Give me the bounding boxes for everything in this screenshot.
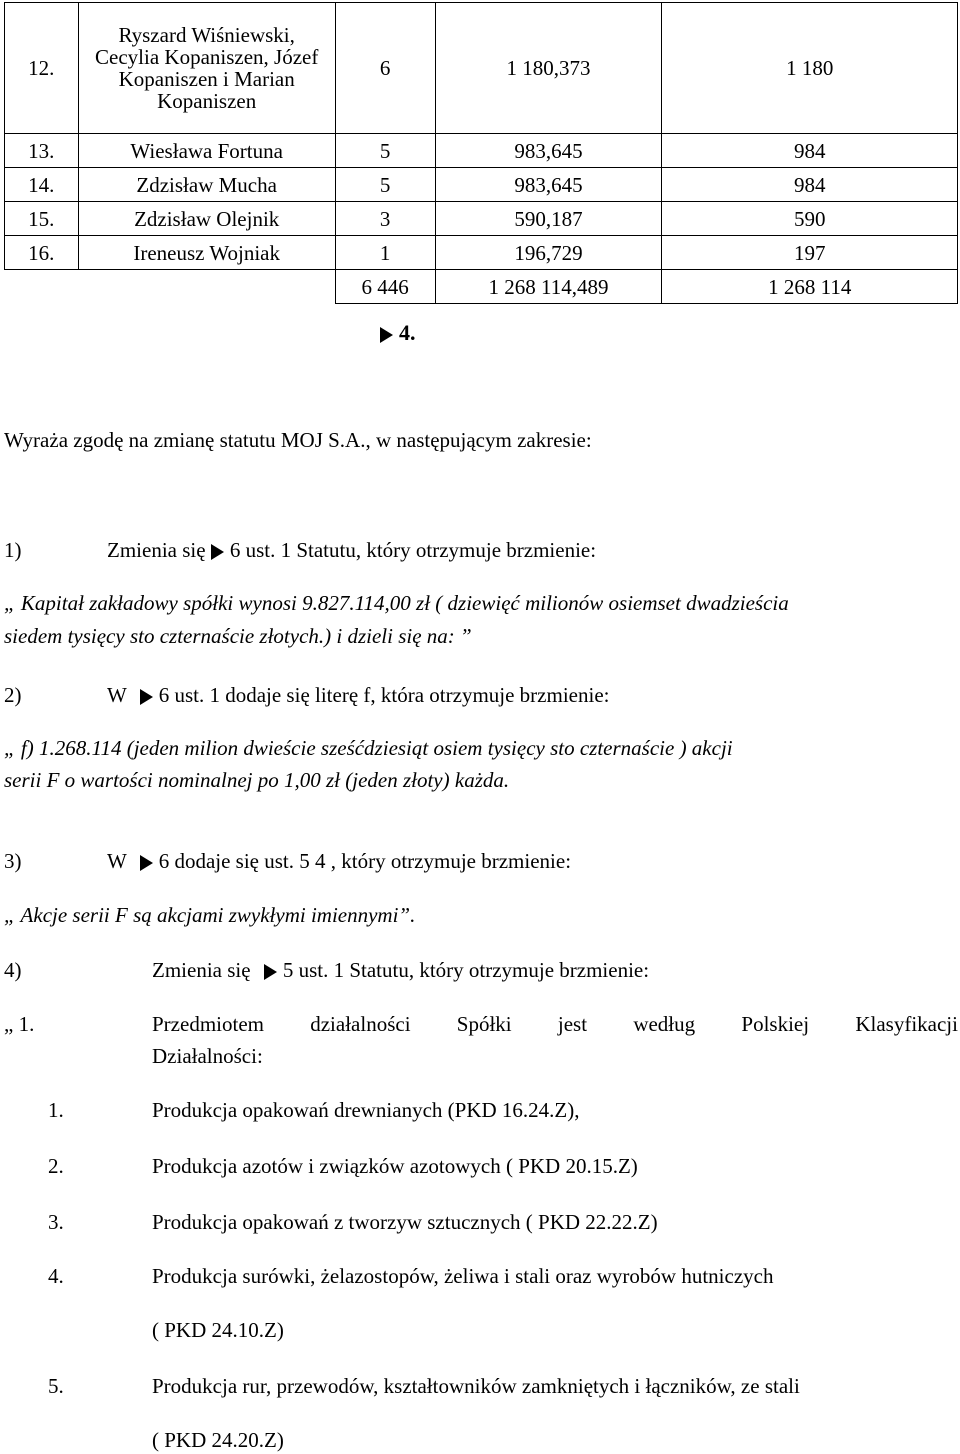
activity-number: 1. — [48, 1098, 64, 1122]
row-number: 15. — [5, 202, 79, 236]
item-lead: Zmienia się — [152, 958, 251, 982]
item-4 — [4, 958, 649, 983]
share-rounded: 197 — [662, 236, 958, 270]
total-label-empty — [78, 270, 335, 304]
arrow-bullet-icon — [140, 855, 153, 871]
item-4-quote-line-1 — [152, 1012, 958, 1037]
row-number: 12. — [5, 3, 79, 134]
item-3 — [4, 849, 571, 874]
share-rounded: 984 — [662, 168, 958, 202]
shareholder-name: Ryszard Wiśniewski, Cecylia Kopaniszen, Józef Kopaniszen i Marian Kopaniszen — [78, 3, 335, 134]
table-row — [5, 236, 958, 270]
activity-text: Produkcja opakowań z tworzyw sztucznych ( PKD 22.22.Z) — [152, 1210, 658, 1234]
item-number: 2) — [4, 683, 22, 707]
item-3-quote: „ Akcje serii F są akcjami zwykłymi imiennymi”. — [4, 903, 416, 927]
item-lead: W — [107, 849, 127, 873]
activity-code: ( PKD 24.10.Z) — [152, 1318, 284, 1342]
item-rest: 5 ust. 1 Statutu, który otrzymuje brzmienie: — [282, 958, 650, 982]
share-value: 196,729 — [435, 236, 662, 270]
item-4-quote-line-2: Działalności: — [152, 1044, 263, 1068]
share-count: 3 — [335, 202, 435, 236]
quote-word: Polskiej — [741, 1012, 810, 1036]
activity-text: Produkcja rur, przewodów, kształtowników zamkniętych i łączników, ze stali — [152, 1374, 800, 1398]
activity-number: 3. — [48, 1210, 64, 1234]
share-count: 1 — [335, 236, 435, 270]
quote-word: Przedmiotem — [152, 1012, 264, 1036]
share-value: 983,645 — [435, 134, 662, 168]
activity-number: 2. — [48, 1154, 64, 1178]
total-empty — [5, 270, 79, 304]
table-total-row — [5, 270, 958, 304]
quote-word: według — [633, 1012, 696, 1036]
section-number: 4. — [399, 320, 416, 345]
arrow-bullet-icon — [264, 964, 277, 980]
intro-text: Wyraża zgodę na zmianę statutu MOJ S.A., w następującym zakresie: — [4, 428, 592, 452]
item-rest: 6 dodaje się ust. 5 4 , który otrzymuje brzmienie: — [158, 849, 572, 873]
table-row — [5, 168, 958, 202]
share-rounded: 590 — [662, 202, 958, 236]
share-count: 6 — [335, 3, 435, 134]
shareholder-name: Wiesława Fortuna — [78, 134, 335, 168]
arrow-bullet-icon — [211, 544, 224, 560]
activity-code: ( PKD 24.20.Z) — [152, 1428, 284, 1452]
share-value: 1 180,373 — [435, 3, 662, 134]
activity-text: Produkcja opakowań drewnianych (PKD 16.24.Z), — [152, 1098, 580, 1122]
quote-word: Spółki — [456, 1012, 512, 1036]
activity-number: 5. — [48, 1374, 64, 1398]
table-row — [5, 202, 958, 236]
activity-number: 4. — [48, 1264, 64, 1288]
share-count: 5 — [335, 168, 435, 202]
share-rounded: 1 180 — [662, 3, 958, 134]
quote-word: jest — [557, 1012, 588, 1036]
table-row — [5, 134, 958, 168]
item-number: 1) — [4, 538, 22, 562]
shareholder-name: Zdzisław Olejnik — [78, 202, 335, 236]
item-1-quote-line-2: siedem tysięcy sto czternaście złotych.) i dzieli się na: ” — [4, 624, 472, 648]
item-1 — [4, 538, 596, 563]
arrow-bullet-icon — [140, 689, 153, 705]
share-value: 590,187 — [435, 202, 662, 236]
item-2-quote-line-2: serii F o wartości nominalnej po 1,00 zł (jeden złoty) każda. — [4, 768, 510, 792]
total-count: 6 446 — [335, 270, 435, 304]
share-rounded: 984 — [662, 134, 958, 168]
activity-text: Produkcja azotów i związków azotowych ( PKD 20.15.Z) — [152, 1154, 638, 1178]
row-number: 14. — [5, 168, 79, 202]
item-4-quote-number: „ 1. — [4, 1012, 35, 1036]
item-number: 3) — [4, 849, 22, 873]
item-rest: 6 ust. 1 Statutu, który otrzymuje brzmienie: — [229, 538, 597, 562]
table-row — [5, 3, 958, 134]
item-1-quote-line-1: „ Kapitał zakładowy spółki wynosi 9.827.114,00 zł ( dziewięć milionów osiemset dwadzieścia — [4, 591, 789, 615]
item-lead: Zmienia się — [107, 538, 206, 562]
item-rest: 6 ust. 1 dodaje się literę f, która otrzymuje brzmienie: — [158, 683, 610, 707]
quote-word: działalności — [310, 1012, 411, 1036]
share-value: 983,645 — [435, 168, 662, 202]
row-number: 16. — [5, 236, 79, 270]
total-rounded: 1 268 114 — [662, 270, 958, 304]
item-number: 4) — [4, 958, 22, 982]
item-2-quote-line-1: „ f) 1.268.114 (jeden milion dwieście sześćdziesiąt osiem tysięcy sto czternaście ) akcji — [4, 736, 733, 760]
arrow-bullet-icon — [380, 327, 393, 343]
item-lead: W — [107, 683, 127, 707]
share-count: 5 — [335, 134, 435, 168]
quote-word: Klasyfikacji — [855, 1012, 958, 1036]
total-value: 1 268 114,489 — [435, 270, 662, 304]
shareholder-name: Zdzisław Mucha — [78, 168, 335, 202]
item-2 — [4, 683, 609, 708]
row-number: 13. — [5, 134, 79, 168]
shareholders-table — [4, 2, 958, 304]
section-header — [380, 320, 416, 346]
activity-text: Produkcja surówki, żelazostopów, żeliwa i stali oraz wyrobów hutniczych — [152, 1264, 774, 1288]
shareholder-name: Ireneusz Wojniak — [78, 236, 335, 270]
